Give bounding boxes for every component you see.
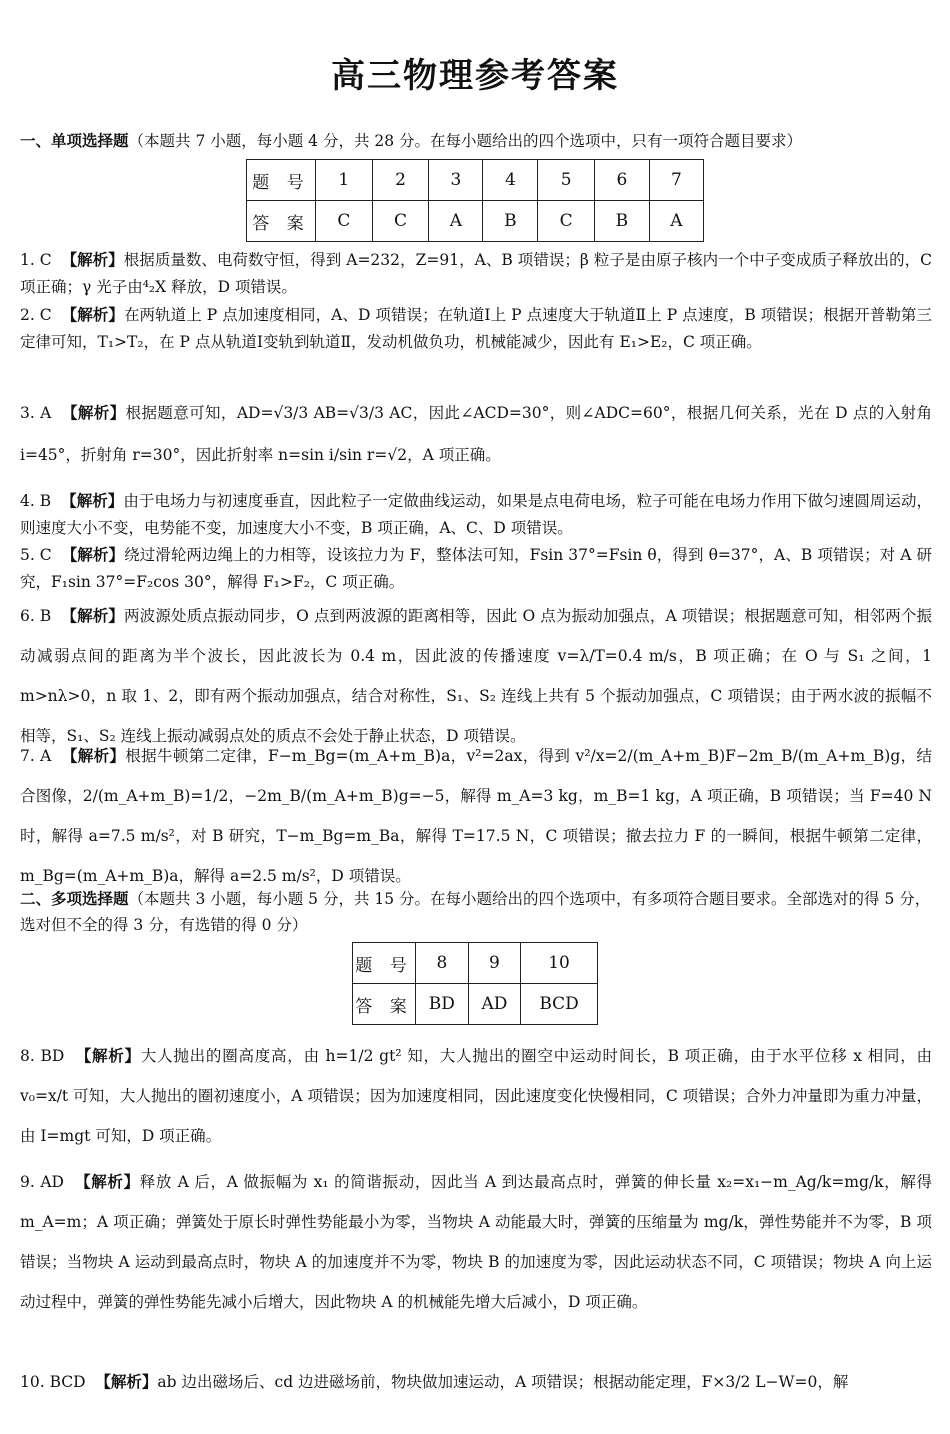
item-text: 根据质量数、电荷数守恒，得到 A=232，Z=91，A、B 项错误；β 粒子是由原子核内一个中子变成质子释放出的，C 项正确；γ 光子由⁴₂X 释放，D 项错误。 [20,251,933,296]
answer-item-3 [20,392,932,476]
table-cell: 7 [649,160,703,201]
table-row [247,160,704,201]
answer-item-5 [20,542,932,596]
table-row [353,984,598,1025]
item-number: 7. A [20,747,52,765]
analysis-tag: 【解析】 [61,306,124,324]
item-text: 绕过滑轮两边绳上的力相等，设该拉力为 F，整体法可知，Fsin 37°=Fsin θ，得到 θ=37°，A、B 项错误；对 A 研究，F₁sin 37°=F₂cos 30°，解得 F₁>F₂，C 项正确。 [20,546,932,591]
item-number: 2. C [20,306,52,324]
table-cell: 3 [429,160,483,201]
answer-item-2 [20,302,932,356]
table-cell: B [483,201,538,242]
table-cell: 题 号 [353,943,416,984]
answer-item-4 [20,488,932,542]
item-number: 5. C [20,546,52,564]
table-row [247,201,704,242]
analysis-tag: 【解析】 [61,404,126,422]
section-multiple-choice-heading [20,886,932,938]
table-cell: AD [468,984,520,1025]
section-heading: 一、单项选择题 [20,132,129,150]
table-cell: C [538,201,595,242]
answer-item-6 [20,596,932,756]
analysis-tag: 【解析】 [61,747,126,765]
answer-item-1 [20,247,932,301]
table-cell: 答 案 [353,984,416,1025]
item-text: 根据牛顿第二定律，F−m_Bg=(m_A+m_B)a，v²=2ax，得到 v²/x=2/(m_A+m_B)F−2m_B/(m_A+m_B)g，结合图像，2/(m_A+m_B)=1/2，−2m_B/(m_A+m_B)g=−5，解得 m_A=3 kg，m_B=1 kg，A 项正确，B 项错误；当 F=40 N 时，解得 a=7.5 m/s²，对 B 研究，T−m_Bg=m_Ba，解得 T=17.5 N，C 项错误；撤去拉力 F 的一瞬间，根据牛顿第二定律，m_Bg=(m_A+m_B)a，解得 a=2.5 m/s²，D 项错误。 [20,747,932,885]
table-cell: 10 [521,943,598,984]
table-cell: 9 [468,943,520,984]
item-text: 在两轨道上 P 点加速度相同，A、D 项错误；在轨道Ⅰ上 P 点速度大于轨道Ⅱ上 P 点速度，B 项错误；根据开普勒第三定律可知，T₁>T₂，在 P 点从轨道Ⅰ变轨到轨道Ⅱ，发动机做负功，机械能减少，因此有 E₁>E₂，C 项正确。 [20,306,932,351]
analysis-tag: 【解析】 [75,1047,141,1065]
analysis-tag: 【解析】 [95,1373,158,1391]
item-number: 4. B [20,492,52,510]
answer-item-7 [20,736,932,896]
answer-item-8 [20,1036,932,1156]
table-cell: C [316,201,373,242]
item-text: 根据题意可知，AD=√3/3 AB=√3/3 AC，因此∠ACD=30°，则∠ADC=60°，根据几何关系，光在 D 点的入射角 i=45°，折射角 r=30°，因此折射率 n=sin i/sin r=√2，A 项正确。 [20,404,932,464]
item-text: 释放 A 后，A 做振幅为 x₁ 的简谐振动，因此当 A 到达最高点时，弹簧的伸长量 x₂=x₁−m_Ag/k=mg/k，解得 m_A=m；A 项正确；弹簧处于原长时弹性势能最小为零，当物块 A 动能最大时，弹簧的压缩量为 mg/k，弹性势能并不为零，B 项错误；当物块 A 运动到最高点时，物块 A 的加速度并不为零，物块 B 的加速度为零，因此运动状态不同，C 项错误；物块 A 向上运动过程中，弹簧的弹性势能先减小后增大，因此物块 A 的机械能先增大后减小，D 项正确。 [20,1173,932,1311]
table-cell: C [372,201,429,242]
page-title: 高三物理参考答案 [331,56,619,96]
table-row [353,943,598,984]
table-cell: A [429,201,483,242]
item-number: 6. B [20,607,52,625]
table-cell: 5 [538,160,595,201]
item-number: 8. BD [20,1047,65,1065]
table-cell: A [649,201,703,242]
analysis-tag: 【解析】 [61,607,125,625]
analysis-tag: 【解析】 [61,492,124,510]
analysis-tag: 【解析】 [75,1173,140,1191]
table-cell: 6 [595,160,650,201]
item-text: ab 边出磁场后、cd 边进磁场前，物块做加速运动，A 项错误；根据动能定理，F×3/2 L−W=0，解 [157,1373,849,1391]
table-cell: 4 [483,160,538,201]
item-number: 10. BCD [20,1373,86,1391]
item-number: 9. AD [20,1173,64,1191]
section-note: （本题共 3 小题，每小题 5 分，共 15 分。在每小题给出的四个选项中，有多项符合题目要求。全部选对的得 5 分，选对但不全的得 3 分，有选错的得 0 分） [20,890,931,934]
table-cell: 8 [416,943,469,984]
analysis-tag: 【解析】 [61,251,124,269]
table-cell: 答 案 [247,201,316,242]
answer-table-multiple [352,942,598,1025]
answer-item-9 [20,1162,932,1322]
table-cell: BCD [521,984,598,1025]
section-single-choice-heading [20,128,932,154]
item-number: 3. A [20,404,52,422]
item-number: 1. C [20,251,52,269]
table-cell: B [595,201,650,242]
item-text: 大人抛出的圈高度高，由 h=1/2 gt² 知，大人抛出的圈空中运动时间长，B 项正确，由于水平位移 x 相同，由 v₀=x/t 可知，大人抛出的圈初速度小，A 项错误；因为加速度相同，因此速度变化快慢相同，C 项错误；合外力冲量即为重力冲量，由 I=mgt 可知，D 项正确。 [20,1047,932,1145]
table-cell: 题 号 [247,160,316,201]
item-text: 由于电场力与初速度垂直，因此粒子一定做曲线运动，如果是点电荷电场，粒子可能在电场力作用下做匀速圆周运动，则速度大小不变，电势能不变，加速度大小不变，B 项正确，A、C、D 项错误。 [20,492,933,537]
section-note: （本题共 7 小题，每小题 4 分，共 28 分。在每小题给出的四个选项中，只有一项符合题目要求） [128,132,803,150]
answer-item-10 [20,1362,932,1402]
table-cell: BD [416,984,469,1025]
table-cell: 2 [372,160,429,201]
item-text: 两波源处质点振动同步，O 点到两波源的距离相等，因此 O 点为振动加强点，A 项错误；根据题意可知，相邻两个振动减弱点间的距离为半个波长，因此波长为 0.4 m，因此波的传播速度 v=λ/T=0.4 m/s，B 项正确；在 O 与 S₁ 之间，1 m>nλ>0，n 取 1、2，即有两个振动加强点，结合对称性，S₁、S₂ 连线上共有 5 个振动加强点，C 项错误；由于两水波的振幅不相等，S₁、S₂ 连线上振动减弱点处的质点不会处于静止状态，D 项错误。 [20,607,932,745]
answer-table-single [246,159,704,242]
table-cell: 1 [316,160,373,201]
section-heading: 二、多项选择题 [20,890,129,908]
analysis-tag: 【解析】 [61,546,125,564]
